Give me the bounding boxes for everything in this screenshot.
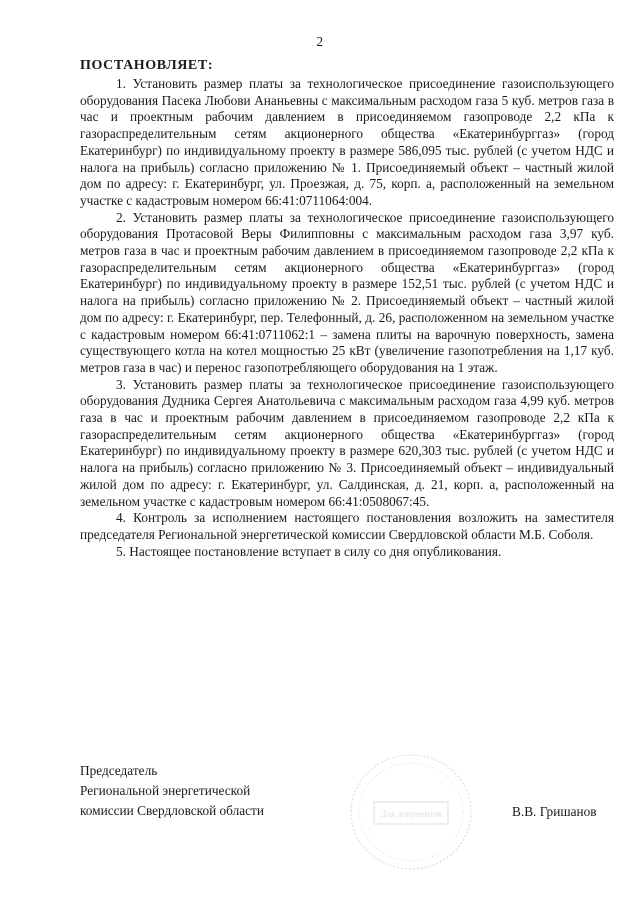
resolution-body (80, 76, 614, 560)
official-seal (348, 752, 474, 872)
paragraph-5: 5. Настоящее постановление вступает в силу со дня опубликования. (116, 543, 502, 559)
paragraph-4: 4. Контроль за исполнением настоящего постановления возложить на заместителя председателя Региональной энергетической комиссии Свердловской области М.Б. Соболя. (80, 510, 614, 542)
paragraph-3: 3. Установить размер платы за технологическое присоединение газоиспользующего оборудования Дудника Сергея Анатольевича с максимальным расходом газа 4,99 куб. метров газа в час и проектным рабочим давлением в присоединяемом газопроводе 2,2 кПа к газораспределительным сетям акционерного общества «Екатеринбурггаз» (город Екатеринбург) по индивидуальному проекту в размере 620,303 тыс. рублей (с учетом НДС и налога на прибыль) согласно приложению № 3. Присоединяемый объект – индивидуальный жилой дом по адресу: г. Екатеринбург, ул. Салдинская, д. 21, корп. а, расположенный на земельном участке с кадастровым номером 66:41:0508067:45. (80, 376, 614, 509)
signatory-title-line-3: комиссии Свердловской области (80, 803, 264, 818)
page-number: 2 (316, 34, 324, 49)
paragraph-2: 2. Установить размер платы за технологическое присоединение газоиспользующего оборудования Протасовой Веры Филипповны с максимальным расходом газа 3,97 куб. метров газа в час и проектным рабочим давлением в присоединяемом газопроводе 2,2 кПа к газораспределительным сетям акционерного общества «Екатеринбурггаз» (город Екатеринбург) по индивидуальному проекту в размере 152,51 тыс. рублей (с учетом НДС и налога на прибыль) согласно приложению № 2. Присоединяемый объект – частный жилой дом по адресу: г. Екатеринбург, пер. Телефонный, д. 26, расположенном на земельном участке с кадастровым номером 66:41:0711062:1 – замена плиты на варочную поверхность, замена существующего котла на котел мощностью 25 кВт (увеличение газопотребления на 1,17 куб. метров газа в час) и перенос газопотребляющего оборудования на 1 этаж. (80, 209, 614, 375)
signatory-title-line-2: Региональной энергетической (80, 783, 251, 798)
paragraph-1: 1. Установить размер платы за технологическое присоединение газоиспользующего оборудования Пасека Любови Ананьевны с максимальным расходом газа 5 куб. метров газа в час и проектным рабочим давлением в присоединяемом газопроводе 2,2 кПа к газораспределительным сетям акционерного общества «Екатеринбурггаз» (город Екатеринбург) по индивидуальному проекту в размере 586,095 тыс. рублей (с учетом НДС и налога на прибыль) согласно приложению № 1. Присоединяемый объект – частный жилой дом по адресу: г. Екатеринбург, ул. Проезжая, д. 75, корп. а, расположенный на земельном участке с кадастровым номером 66:41:0711064:004. (80, 76, 614, 208)
signatory-name: В.В. Гришанов (512, 804, 597, 819)
seal-text: Для документов (380, 809, 442, 819)
signatory-title (80, 761, 264, 821)
resolution-heading: ПОСТАНОВЛЯЕТ: (80, 58, 214, 73)
signatory-title-line-1: Председатель (80, 763, 158, 778)
